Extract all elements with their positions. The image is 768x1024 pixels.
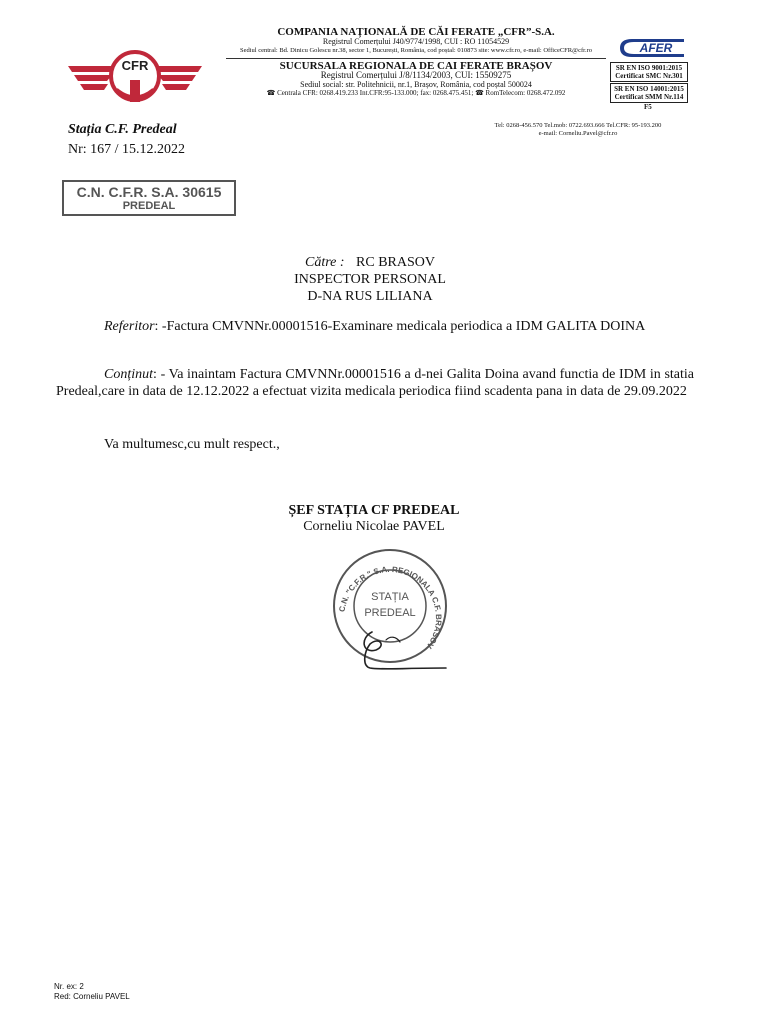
- recipient-line-1: [250, 254, 490, 271]
- certificate-smm-standard: SR EN ISO 14001:2015: [614, 85, 684, 93]
- recipient-block: [250, 254, 490, 305]
- handwritten-signature: [356, 622, 456, 682]
- branch-registry: Registrul Comerțului J/8/1134/2003, CUI: 15509275: [320, 70, 512, 80]
- content-label: Conținut: [104, 367, 154, 382]
- recipient-label: Către :: [304, 255, 345, 270]
- document-number: Nr: 167 / 15.12.2022: [68, 142, 186, 157]
- certificate-smc-number: Certificat SMC Nr.301: [615, 72, 683, 80]
- round-stamp-ring-path: C.N. "C.F.R." S.A. REGIONALA C.F. BRASOV: [337, 564, 444, 651]
- recipient-position: INSPECTOR PERSONAL: [294, 272, 446, 287]
- afer-logo-text: AFER: [639, 41, 673, 55]
- content-paragraph: [56, 366, 694, 400]
- branch-phones: ☎ Centrala CFR: 0268.419.233 Int.CFR:95-133.000; fax: 0268.475.451; ☎ RomTelecom: 0268.472.092: [266, 89, 566, 97]
- header-rule: [226, 58, 606, 59]
- form-code: F5: [644, 103, 652, 111]
- cfr-logo: [64, 34, 206, 112]
- letterhead: [226, 28, 606, 98]
- company-registry: Registrul Comerțului J40/9774/1998, CUI : RO 11054529: [322, 37, 510, 46]
- station-name: Stația C.F. Predeal: [68, 122, 177, 137]
- certificate-smc-standard: SR EN ISO 9001:2015: [615, 64, 683, 72]
- round-stamp-center-2: PREDEAL: [364, 607, 416, 619]
- company-address: Sediul central: Bd. Dinicu Golescu nr.38, sector 1, București, România, cod poștal: 010873 site: www.cfr.ro, e-mail: OfficeCFR@cfr.ro: [239, 47, 593, 54]
- signature-name: Corneliu Nicolae PAVEL: [303, 519, 445, 534]
- closing-text: Va multumesc,cu mult respect.,: [104, 437, 280, 452]
- subject-label: Referitor: [104, 319, 155, 334]
- station-contact: [468, 122, 688, 138]
- station-contact-email: e-mail: Corneliu.Pavel@cfr.ro: [538, 130, 618, 137]
- branch-name: SUCURSALA REGIONALA DE CAI FERATE BRAȘOV: [279, 60, 553, 72]
- signature-title: ȘEF STAȚIA CF PREDEAL: [288, 503, 460, 518]
- station-contact-phones: Tel: 0268-456.570 Tel.mob: 0722.693.666 Tel.CFR: 95-193.200: [494, 122, 662, 129]
- subject-text: : -Factura CMVNNr.00001516-Examinare medicala periodica a IDM GALITA DOINA: [154, 319, 646, 334]
- cfr-logo-text: CFR: [121, 58, 149, 73]
- signature-block: [224, 502, 524, 535]
- registration-stamp-code: C.N. C.F.R. S.A. 30615: [76, 184, 222, 200]
- footer-copies: Nr. ex: 2: [54, 982, 84, 991]
- registration-stamp-place: PREDEAL: [122, 200, 176, 212]
- certificate-smc: [610, 62, 688, 82]
- footer-author: Red: Corneliu PAVEL: [54, 992, 130, 1001]
- registration-stamp: [62, 180, 236, 216]
- afer-logo: [614, 36, 688, 60]
- certificate-smm: [610, 83, 688, 103]
- recipient-person: D-NA RUS LILIANA: [307, 289, 433, 304]
- certificate-smm-number: Certificat SMM Nr.114: [614, 93, 684, 101]
- content-text: : - Va inaintam Factura CMVNNr.00001516 a d-nei Galita Doina avand functia de IDM in statia Predeal,care in data de 12.12.2022 a efectuat vizita medicala periodica fiind scadenta pana in data de 29.09.2022: [56, 367, 694, 399]
- footer: [54, 982, 130, 1002]
- branch-address: Sediul social: str. Politehnicii, nr.1, Brașov, România, cod poștal 500024: [300, 80, 532, 89]
- company-name: COMPANIA NAȚIONALĂ DE CĂI FERATE „CFR”-S.A.: [277, 26, 555, 38]
- subject-paragraph: [56, 318, 694, 335]
- round-stamp-center-1: STAȚIA: [371, 591, 409, 603]
- recipient-office: RC BRASOV: [356, 255, 435, 270]
